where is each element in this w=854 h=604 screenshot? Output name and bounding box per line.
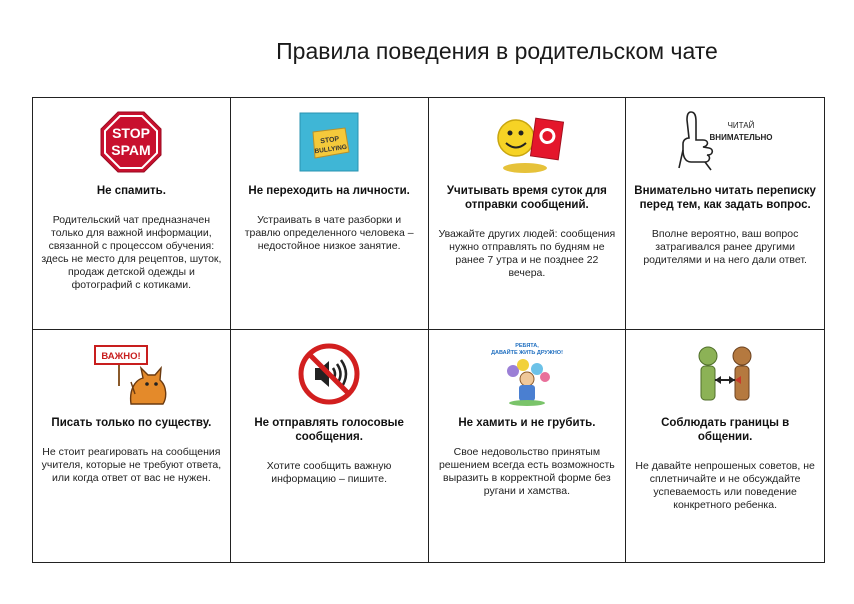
stop-label: STOP (320, 135, 340, 146)
rule-heading: Не переходить на личности. (248, 185, 410, 197)
smiley-with-book-icon (489, 108, 565, 176)
rule-body: Устраивать в чате разборки и травлю определенного человека – недостойное низкое занятие. (244, 214, 414, 252)
page-title: Правила поведения в родительском чате (276, 38, 718, 64)
spam-label: SPAM (111, 142, 152, 158)
rule-heading: Не хамить и не грубить. (458, 417, 596, 429)
rule-body: Вполне вероятно, ваш вопрос затрагивался ранее другими родителями и на него дали ответ. (643, 228, 807, 266)
rule-body: Уважайте других людей: сообщения нужно отправлять по будням не ранее 7 утра и не позднее 22 вечера. (438, 228, 616, 279)
rule-body: Не давайте непрошеных советов, не сплетничайте и не обсуждайте успеваемость или поведение конкретного ребенка. (635, 460, 815, 511)
bullying-label: BULLYING (314, 143, 348, 156)
rule-body: Родительский чат предназначен только для важной информации, связанной с процессом обучения: здесь не место для рецептов, шуток, продаж детской одежды и фотографий с котиками. (41, 214, 222, 291)
stop-bullying-icon (299, 108, 359, 176)
important-label: ВАЖНО! (101, 351, 141, 362)
rule-card-no-spam (33, 98, 231, 330)
rule-card-no-voice-messages (231, 330, 429, 562)
rule-heading: Не отправлять голосовые сообщения. (254, 417, 404, 443)
no-voice-messages-icon (297, 340, 361, 408)
carefully-label: ВНИМАТЕЛЬНО (709, 133, 773, 142)
live-together-label: ДАВАЙТЕ ЖИТЬ ДРУЖНО! (490, 350, 563, 356)
rules-table (32, 97, 825, 563)
stop-label: STOP (112, 125, 151, 141)
rule-body: Хотите сообщить важную информацию – пишите. (266, 460, 392, 485)
rule-heading: Писать только по существу. (51, 417, 212, 429)
rule-card-time-of-day (429, 98, 627, 330)
rule-card-to-the-point (33, 330, 231, 562)
rule-heading: Не спамить. (96, 185, 166, 197)
guys-label: РЕБЯТА, (515, 343, 539, 349)
cat-important-sign-icon (91, 340, 171, 408)
stop-spam-sign-icon (99, 108, 163, 176)
personal-boundaries-icon (693, 340, 757, 408)
hand-read-carefully-icon (677, 108, 773, 176)
rule-heading: Соблюдать границы в общении. (661, 417, 790, 443)
rule-card-no-personal-attacks (231, 98, 429, 330)
cat-leopold-icon (487, 340, 567, 408)
rule-card-no-rudeness (429, 330, 627, 562)
rule-heading: Внимательно читать переписку перед тем, как задать вопрос. (634, 185, 816, 211)
read-label: ЧИТАЙ (727, 121, 755, 130)
rule-card-boundaries (626, 330, 824, 562)
rule-heading: Учитывать время суток для отправки сообщений. (446, 185, 607, 211)
rule-card-read-carefully (626, 98, 824, 330)
rule-body: Не стоит реагировать на сообщения учителя, которые не требуют ответа, или когда ответ от вас не нужен. (41, 446, 222, 484)
rule-body: Свое недовольство принятым решением всегда есть возможность выразить в корректной форме без ругани и хамства. (438, 446, 615, 497)
